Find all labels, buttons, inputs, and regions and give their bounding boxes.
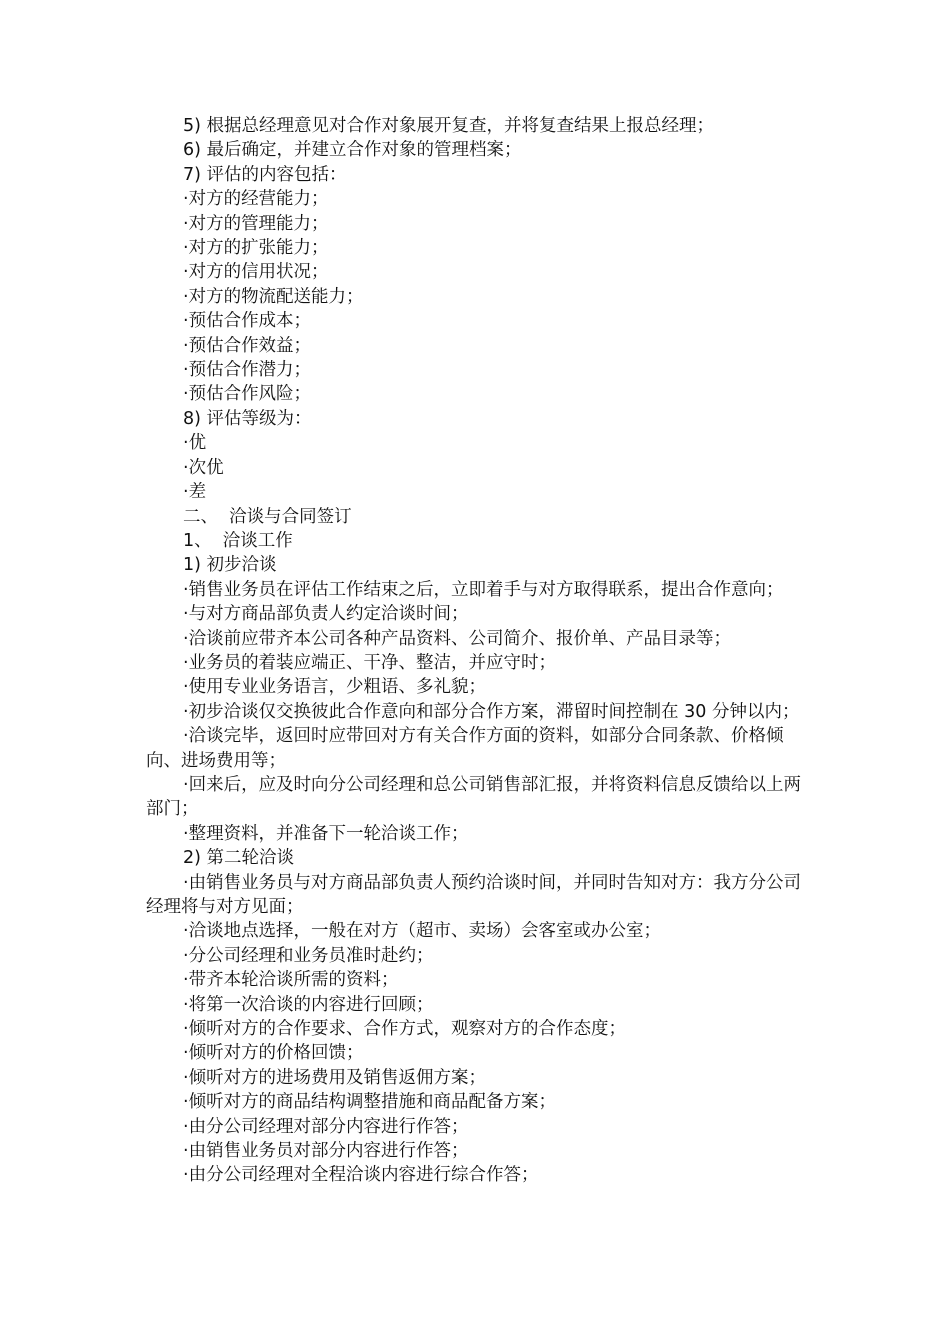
list-item: ·分公司经理和业务员准时赴约； <box>183 945 434 966</box>
subsection-heading: 1) 初步洽谈 <box>183 555 277 576</box>
subsection-heading: 1、 洽谈工作 <box>183 530 293 551</box>
list-item: ·预估合作风险； <box>183 384 312 405</box>
text-line: 7) 评估的内容包括： <box>183 164 347 185</box>
list-item: ·回来后，应及时向分公司经理和总公司销售部汇报，并将资料信息反馈给以上两部门； <box>146 774 802 820</box>
list-item: ·倾听对方的商品结构调整措施和商品配备方案； <box>183 1092 557 1113</box>
list-item: ·预估合作潜力； <box>183 360 312 381</box>
list-item: ·由分公司经理对部分内容进行作答； <box>183 1116 469 1137</box>
list-item: ·带齐本轮洽谈所需的资料； <box>183 970 399 991</box>
list-item: ·对方的管理能力； <box>183 213 329 234</box>
list-item: ·倾听对方的价格回馈； <box>183 1043 364 1064</box>
list-item: ·次优 <box>183 457 224 478</box>
list-item: ·优 <box>183 433 207 454</box>
list-item: ·使用专业业务语言，少粗语、多礼貌； <box>183 677 487 698</box>
list-item: ·由分公司经理对全程洽谈内容进行综合作答； <box>183 1165 539 1186</box>
list-item: ·整理资料，并准备下一轮洽谈工作； <box>183 823 469 844</box>
text-line: 8) 评估等级为： <box>183 408 312 429</box>
list-item: ·由销售业务员对部分内容进行作答； <box>183 1141 469 1162</box>
list-item: ·对方的信用状况； <box>183 262 329 283</box>
list-item: ·洽谈完毕，返回时应带回对方有关合作方面的资料，如部分合同条款、价格倾向、进场费用等； <box>146 726 784 771</box>
document-body <box>146 114 806 1188</box>
list-item: ·洽谈前应带齐本公司各种产品资料、公司简介、报价单、产品目录等； <box>183 628 732 649</box>
list-item: ·由销售业务员与对方商品部负责人预约洽谈时间，并同时告知对方：我方分公司经理将与对方见面； <box>146 872 802 917</box>
list-item: ·与对方商品部负责人约定洽谈时间； <box>183 604 469 625</box>
text-line: 6) 最后确定，并建立合作对象的管理档案； <box>183 140 522 161</box>
list-item: ·预估合作成本； <box>183 311 312 332</box>
list-item: ·将第一次洽谈的内容进行回顾； <box>183 994 434 1015</box>
list-item: ·对方的经营能力； <box>183 189 329 210</box>
text-line: 5) 根据总经理意见对合作对象展开复查，并将复查结果上报总经理； <box>183 116 715 136</box>
subsection-heading: 2) 第二轮洽谈 <box>183 848 295 869</box>
list-item: ·对方的物流配送能力； <box>183 286 364 307</box>
section-heading: 二、 洽谈与合同签订 <box>183 506 352 527</box>
list-item: ·业务员的着装应端正、干净、整洁，并应守时； <box>183 652 557 673</box>
list-item: ·倾听对方的合作要求、合作方式，观察对方的合作态度； <box>183 1019 627 1040</box>
list-item: ·差 <box>183 482 207 503</box>
list-item: ·销售业务员在评估工作结束之后，立即着手与对方取得联系，提出合作意向； <box>183 579 784 600</box>
list-item: ·洽谈地点选择，一般在对方（超市、卖场）会客室或办公室； <box>183 921 662 942</box>
list-item: ·预估合作效益； <box>183 335 312 356</box>
list-item: ·倾听对方的进场费用及销售返佣方案； <box>183 1067 487 1088</box>
list-item: ·对方的扩张能力； <box>183 238 329 259</box>
list-item: ·初步洽谈仅交换彼此合作意向和部分合作方案，滞留时间控制在 30 分钟以内； <box>183 701 800 722</box>
